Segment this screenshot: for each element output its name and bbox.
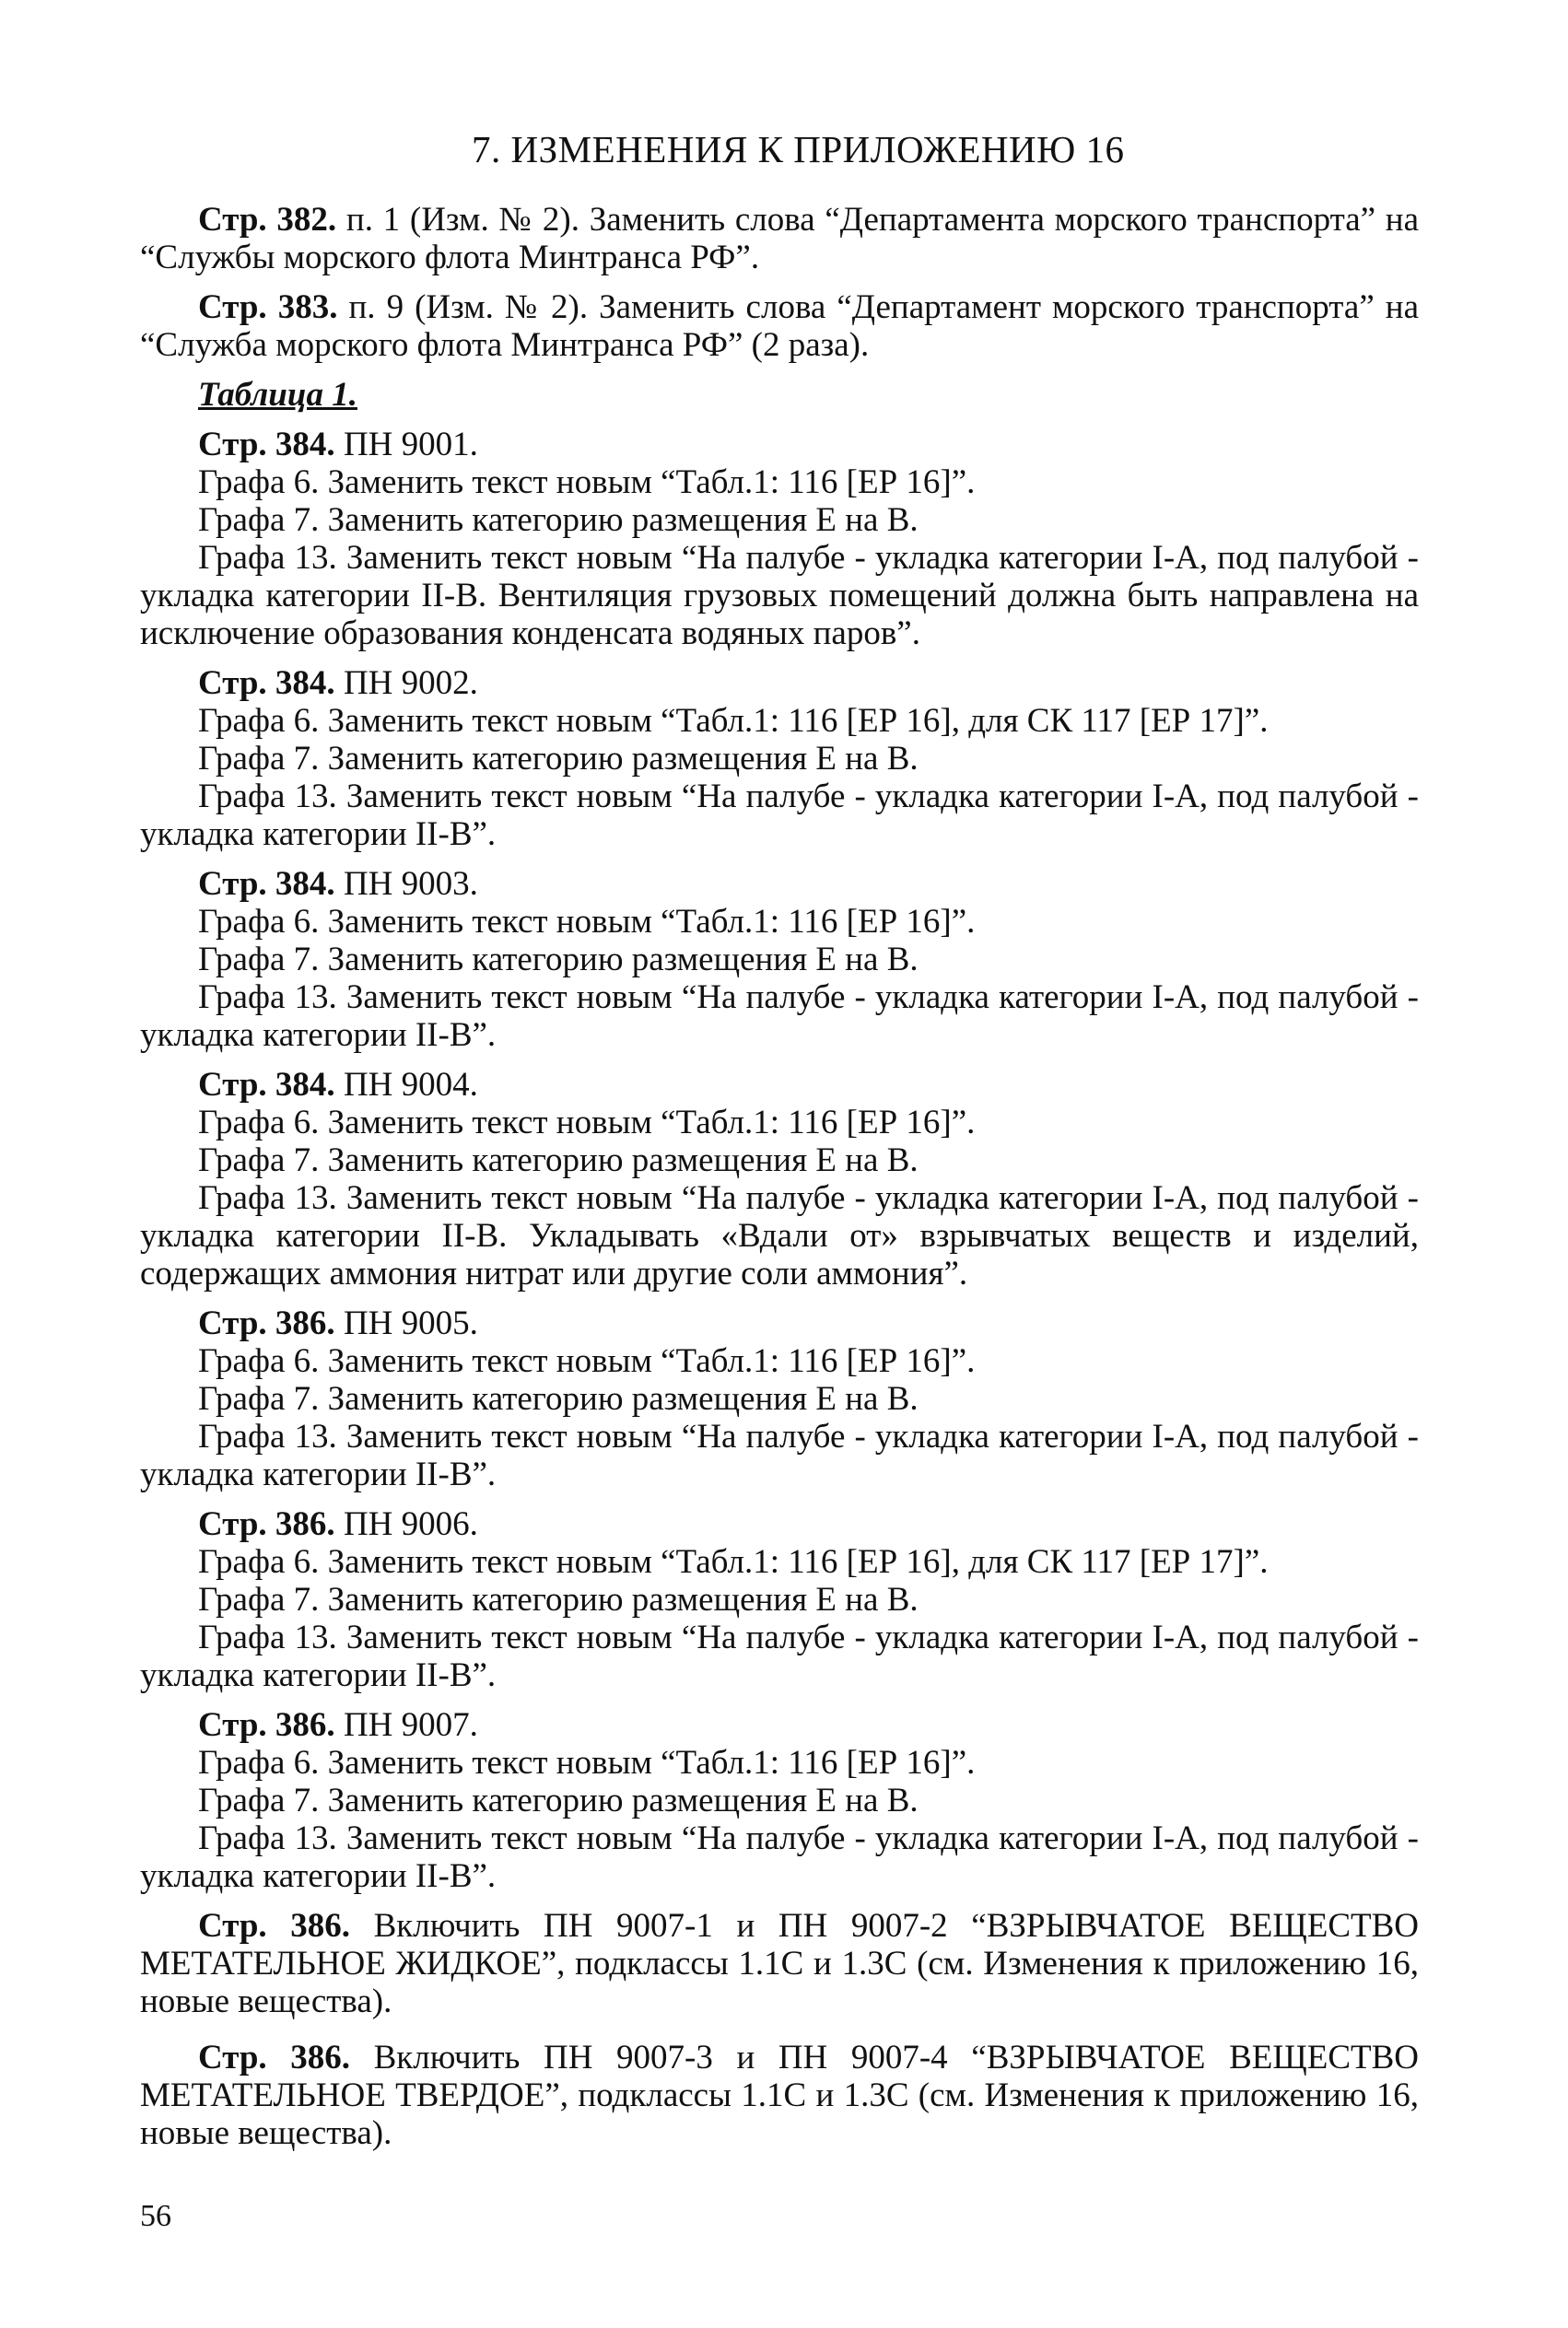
page-ref: Стр. 386. bbox=[198, 1304, 335, 1342]
entry-header bbox=[140, 865, 1419, 903]
page-ref: Стр. 384. bbox=[198, 664, 335, 702]
column-g7-line: Графа 7. Заменить категорию размещения Е на В. bbox=[198, 941, 919, 978]
page-ref: Стр. 386. bbox=[198, 1706, 335, 1744]
entry-block bbox=[140, 664, 1419, 853]
paragraph-text: Включить ПН 9007-1 и ПН 9007-2 “ВЗРЫВЧАТОЕ ВЕЩЕСТВО МЕТАТЕЛЬНОЕ ЖИДКОЕ”, подклассы 1.1С и 1.3С (см. Изменения к приложению 16, новые вещества). bbox=[140, 1907, 1420, 2020]
column-g6-line: Графа 6. Заменить текст новым “Табл.1: 116 [ЕР 16], для СК 117 [ЕР 17]”. bbox=[198, 1543, 1269, 1581]
column-g7-line: Графа 7. Заменить категорию размещения Е на В. bbox=[198, 1782, 919, 1819]
page-ref: Стр. 386. bbox=[198, 1505, 335, 1543]
intro-paragraph-2 bbox=[140, 288, 1419, 364]
column-g7-line: Графа 7. Заменить категорию размещения Е на В. bbox=[198, 740, 919, 778]
pn-number: ПН 9005. bbox=[334, 1304, 478, 1342]
table-caption: Таблица 1. bbox=[198, 376, 357, 414]
page-ref: Стр. 384. bbox=[198, 1066, 335, 1104]
page-ref: Стр. 384. bbox=[198, 865, 335, 903]
column-g7-line: Графа 7. Заменить категорию размещения Е на В. bbox=[198, 1141, 919, 1179]
column-g13-paragraph: Графа 13. Заменить текст новым “На палубе - укладка категории I-А, под палубой - укладка категории II-В”. bbox=[140, 1819, 1419, 1895]
pn-number: ПН 9004. bbox=[334, 1066, 478, 1104]
entry-header bbox=[140, 1706, 1419, 1744]
column-g6-line: Графа 6. Заменить текст новым “Табл.1: 116 [ЕР 16]”. bbox=[198, 463, 976, 501]
pn-number: ПН 9007. bbox=[334, 1706, 478, 1744]
column-g13-paragraph: Графа 13. Заменить текст новым “На палубе - укладка категории I-А, под палубой - укладка категории II-В”. bbox=[140, 1619, 1419, 1694]
addition-paragraph-2 bbox=[140, 2039, 1419, 2152]
paragraph-text: п. 9 (Изм. № 2). Заменить слова “Департамент морского транспорта” на “Служба морского флота Минтранса РФ” (2 раза). bbox=[140, 288, 1420, 364]
entry-block bbox=[140, 1066, 1419, 1293]
column-g7-line: Графа 7. Заменить категорию размещения Е на В. bbox=[198, 501, 919, 539]
entry-block bbox=[140, 426, 1419, 652]
paragraph-text: Включить ПН 9007-3 и ПН 9007-4 “ВЗРЫВЧАТОЕ ВЕЩЕСТВО МЕТАТЕЛЬНОЕ ТВЕРДОЕ”, подклассы 1.1С и 1.3С (см. Изменения к приложению 16, новые вещества). bbox=[140, 2039, 1420, 2152]
page-ref: Стр. 384. bbox=[198, 426, 335, 463]
pn-number: ПН 9001. bbox=[334, 426, 478, 463]
column-g13-paragraph: Графа 13. Заменить текст новым “На палубе - укладка категории I-А, под палубой - укладка категории II-В. Вентиляция грузовых помещений должна быть направлена на исключение образования конденсата водяных паров”. bbox=[140, 539, 1419, 652]
column-g13-paragraph: Графа 13. Заменить текст новым “На палубе - укладка категории I-А, под палубой - укладка категории II-В”. bbox=[140, 1418, 1419, 1493]
column-g6-line: Графа 6. Заменить текст новым “Табл.1: 116 [ЕР 16]”. bbox=[198, 1744, 976, 1782]
addition-paragraph-1 bbox=[140, 1907, 1419, 2020]
column-g7-line: Графа 7. Заменить категорию размещения Е на В. bbox=[198, 1380, 919, 1418]
column-g7-line: Графа 7. Заменить категорию размещения Е на В. bbox=[198, 1581, 919, 1619]
page-ref: Стр. 386. bbox=[198, 2039, 351, 2076]
column-g13-paragraph: Графа 13. Заменить текст новым “На палубе - укладка категории I-А, под палубой - укладка категории II-В. Укладывать «Вдали от» взрывчатых веществ и изделий, содержащих аммония нитрат или другие соли аммония”. bbox=[140, 1179, 1419, 1293]
entry-header bbox=[140, 426, 1419, 463]
page-ref: Стр. 383. bbox=[198, 288, 338, 326]
document-page bbox=[140, 129, 1419, 2152]
entry-header bbox=[140, 1304, 1419, 1342]
section-heading: 7. ИЗМЕНЕНИЯ К ПРИЛОЖЕНИЮ 16 bbox=[472, 128, 1125, 170]
entry-block bbox=[140, 865, 1419, 1054]
page-ref: Стр. 382. bbox=[198, 201, 337, 239]
column-g6-line: Графа 6. Заменить текст новым “Табл.1: 116 [ЕР 16]”. bbox=[198, 903, 976, 941]
entry-block bbox=[140, 1304, 1419, 1493]
column-g6-line: Графа 6. Заменить текст новым “Табл.1: 116 [ЕР 16], для СК 117 [ЕР 17]”. bbox=[198, 702, 1269, 740]
paragraph-text: п. 1 (Изм. № 2). Заменить слова “Департамента морского транспорта” на “Службы морского флота Минтранса РФ”. bbox=[140, 201, 1420, 276]
column-g6-line: Графа 6. Заменить текст новым “Табл.1: 116 [ЕР 16]”. bbox=[198, 1342, 976, 1380]
entry-header bbox=[140, 1505, 1419, 1543]
entry-header bbox=[140, 664, 1419, 702]
entry-header bbox=[140, 1066, 1419, 1104]
intro-paragraph-1 bbox=[140, 201, 1419, 276]
column-g13-paragraph: Графа 13. Заменить текст новым “На палубе - укладка категории I-А, под палубой - укладка категории II-В”. bbox=[140, 778, 1419, 853]
pn-number: ПН 9002. bbox=[334, 664, 478, 702]
column-g13-paragraph: Графа 13. Заменить текст новым “На палубе - укладка категории I-А, под палубой - укладка категории II-В”. bbox=[140, 978, 1419, 1054]
pn-number: ПН 9003. bbox=[334, 865, 478, 903]
pn-number: ПН 9006. bbox=[334, 1505, 478, 1543]
page-number: 56 bbox=[140, 2199, 171, 2233]
entries-list bbox=[140, 426, 1419, 1895]
column-g6-line: Графа 6. Заменить текст новым “Табл.1: 116 [ЕР 16]”. bbox=[198, 1104, 976, 1141]
entry-block bbox=[140, 1505, 1419, 1694]
page-ref: Стр. 386. bbox=[198, 1907, 351, 1945]
entry-block bbox=[140, 1706, 1419, 1895]
